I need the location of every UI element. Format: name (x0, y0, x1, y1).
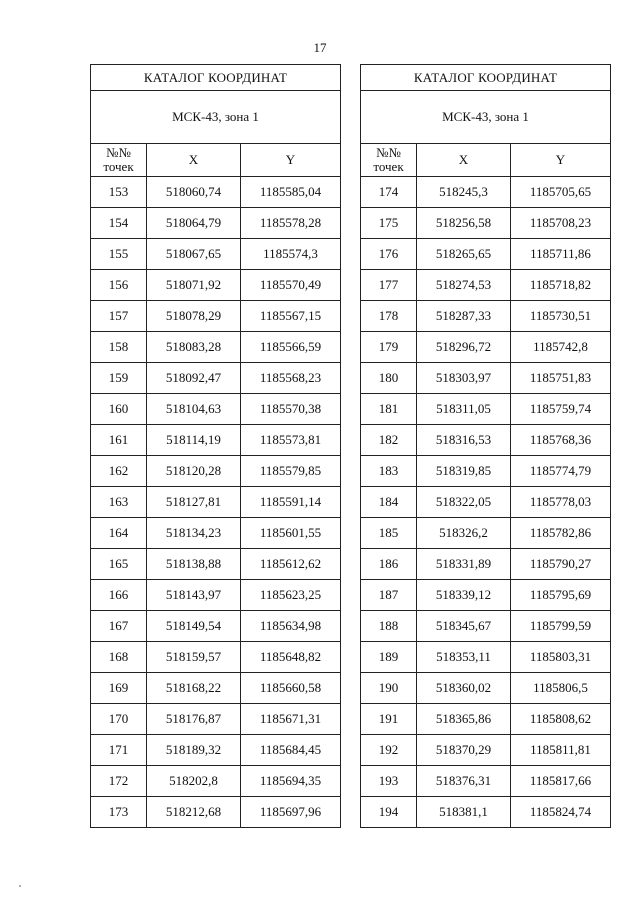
table-row (91, 797, 341, 828)
point-number-cell: 177 (361, 270, 417, 301)
table-row (91, 332, 341, 363)
y-coordinate-cell: 1185795,69 (511, 580, 611, 611)
x-coordinate-cell: 518071,92 (147, 270, 241, 301)
point-number-cell: 175 (361, 208, 417, 239)
x-coordinate-cell: 518060,74 (147, 177, 241, 208)
column-header-y: Y (511, 144, 611, 177)
point-number-cell: 155 (91, 239, 147, 270)
x-coordinate-cell: 518120,28 (147, 456, 241, 487)
y-coordinate-cell: 1185782,86 (511, 518, 611, 549)
y-coordinate-cell: 1185612,62 (241, 549, 341, 580)
point-number-cell: 173 (91, 797, 147, 828)
x-coordinate-cell: 518245,3 (417, 177, 511, 208)
point-number-cell: 184 (361, 487, 417, 518)
y-coordinate-cell: 1185751,83 (511, 363, 611, 394)
table-row (361, 270, 611, 301)
x-coordinate-cell: 518064,79 (147, 208, 241, 239)
table-row (361, 394, 611, 425)
point-number-cell: 153 (91, 177, 147, 208)
coordinate-catalog-table-right (360, 64, 611, 828)
x-coordinate-cell: 518287,33 (417, 301, 511, 332)
x-coordinate-cell: 518322,05 (417, 487, 511, 518)
point-number-cell: 194 (361, 797, 417, 828)
point-number-cell: 193 (361, 766, 417, 797)
catalog-title: КАТАЛОГ КООРДИНАТ (361, 65, 611, 91)
y-coordinate-cell: 1185803,31 (511, 642, 611, 673)
point-number-cell: 171 (91, 735, 147, 766)
table-row (91, 301, 341, 332)
table-row (361, 177, 611, 208)
table-row (361, 735, 611, 766)
x-coordinate-cell: 518370,29 (417, 735, 511, 766)
x-coordinate-cell: 518381,1 (417, 797, 511, 828)
y-coordinate-cell: 1185579,85 (241, 456, 341, 487)
coordinate-system-zone: МСК-43, зона 1 (361, 91, 611, 144)
x-coordinate-cell: 518168,22 (147, 673, 241, 704)
table-row (91, 704, 341, 735)
x-coordinate-cell: 518376,31 (417, 766, 511, 797)
y-coordinate-cell: 1185708,23 (511, 208, 611, 239)
table-row (91, 425, 341, 456)
table-row (91, 518, 341, 549)
table-row (361, 580, 611, 611)
table-row (91, 239, 341, 270)
point-number-cell: 190 (361, 673, 417, 704)
table-row (91, 580, 341, 611)
y-coordinate-cell: 1185778,03 (511, 487, 611, 518)
point-number-cell: 185 (361, 518, 417, 549)
y-coordinate-cell: 1185768,36 (511, 425, 611, 456)
y-coordinate-cell: 1185570,38 (241, 394, 341, 425)
table-row (361, 673, 611, 704)
y-coordinate-cell: 1185601,55 (241, 518, 341, 549)
x-coordinate-cell: 518114,19 (147, 425, 241, 456)
x-coordinate-cell: 518138,88 (147, 549, 241, 580)
table-row (361, 642, 611, 673)
y-coordinate-cell: 1185799,59 (511, 611, 611, 642)
y-coordinate-cell: 1185808,62 (511, 704, 611, 735)
point-number-cell: 188 (361, 611, 417, 642)
y-coordinate-cell: 1185568,23 (241, 363, 341, 394)
y-coordinate-cell: 1185591,14 (241, 487, 341, 518)
x-coordinate-cell: 518326,2 (417, 518, 511, 549)
point-number-cell: 169 (91, 673, 147, 704)
y-coordinate-cell: 1185774,79 (511, 456, 611, 487)
table-row (361, 549, 611, 580)
table-row (91, 208, 341, 239)
table-row (91, 766, 341, 797)
point-number-cell: 172 (91, 766, 147, 797)
point-number-cell: 182 (361, 425, 417, 456)
y-coordinate-cell: 1185566,59 (241, 332, 341, 363)
x-coordinate-cell: 518360,02 (417, 673, 511, 704)
y-coordinate-cell: 1185634,98 (241, 611, 341, 642)
point-number-cell: 174 (361, 177, 417, 208)
y-coordinate-cell: 1185660,58 (241, 673, 341, 704)
y-coordinate-cell: 1185730,51 (511, 301, 611, 332)
point-number-cell: 166 (91, 580, 147, 611)
x-coordinate-cell: 518176,87 (147, 704, 241, 735)
table-row (361, 766, 611, 797)
point-number-cell: 156 (91, 270, 147, 301)
x-coordinate-cell: 518365,86 (417, 704, 511, 735)
x-coordinate-cell: 518316,53 (417, 425, 511, 456)
table-row (361, 239, 611, 270)
point-number-cell: 186 (361, 549, 417, 580)
point-number-cell: 187 (361, 580, 417, 611)
x-coordinate-cell: 518127,81 (147, 487, 241, 518)
point-number-cell: 163 (91, 487, 147, 518)
y-coordinate-cell: 1185811,81 (511, 735, 611, 766)
y-coordinate-cell: 1185824,74 (511, 797, 611, 828)
x-coordinate-cell: 518067,65 (147, 239, 241, 270)
y-coordinate-cell: 1185671,31 (241, 704, 341, 735)
point-number-cell: 160 (91, 394, 147, 425)
column-header-x: X (417, 144, 511, 177)
point-number-cell: 192 (361, 735, 417, 766)
table-row (91, 735, 341, 766)
table-body-left (91, 177, 341, 828)
table-row (361, 611, 611, 642)
table-row (91, 394, 341, 425)
coordinate-catalog-table-left (90, 64, 341, 828)
table-row (91, 642, 341, 673)
point-number-cell: 170 (91, 704, 147, 735)
table-row (361, 487, 611, 518)
y-coordinate-cell: 1185648,82 (241, 642, 341, 673)
column-header-point-number: №№ точек (91, 144, 147, 177)
y-coordinate-cell: 1185623,25 (241, 580, 341, 611)
x-coordinate-cell: 518149,54 (147, 611, 241, 642)
table-row (361, 425, 611, 456)
table-row (91, 177, 341, 208)
catalog-title: КАТАЛОГ КООРДИНАТ (91, 65, 341, 91)
x-coordinate-cell: 518078,29 (147, 301, 241, 332)
point-number-cell: 154 (91, 208, 147, 239)
table-row (91, 456, 341, 487)
table-body-right (361, 177, 611, 828)
point-number-cell: 157 (91, 301, 147, 332)
x-coordinate-cell: 518345,67 (417, 611, 511, 642)
table-row (361, 332, 611, 363)
x-coordinate-cell: 518319,85 (417, 456, 511, 487)
point-number-cell: 159 (91, 363, 147, 394)
point-number-cell: 168 (91, 642, 147, 673)
point-number-cell: 178 (361, 301, 417, 332)
table-row (361, 797, 611, 828)
table-row (91, 549, 341, 580)
y-coordinate-cell: 1185806,5 (511, 673, 611, 704)
x-coordinate-cell: 518303,97 (417, 363, 511, 394)
y-coordinate-cell: 1185573,81 (241, 425, 341, 456)
x-coordinate-cell: 518296,72 (417, 332, 511, 363)
table-row (91, 673, 341, 704)
y-coordinate-cell: 1185694,35 (241, 766, 341, 797)
table-row (361, 208, 611, 239)
coordinate-system-zone: МСК-43, зона 1 (91, 91, 341, 144)
table-row (91, 611, 341, 642)
y-coordinate-cell: 1185578,28 (241, 208, 341, 239)
table-row (361, 704, 611, 735)
point-number-cell: 161 (91, 425, 147, 456)
x-coordinate-cell: 518311,05 (417, 394, 511, 425)
y-coordinate-cell: 1185684,45 (241, 735, 341, 766)
x-coordinate-cell: 518265,65 (417, 239, 511, 270)
scan-speck (19, 885, 21, 887)
y-coordinate-cell: 1185742,8 (511, 332, 611, 363)
column-header-x: X (147, 144, 241, 177)
y-coordinate-cell: 1185574,3 (241, 239, 341, 270)
y-coordinate-cell: 1185585,04 (241, 177, 341, 208)
point-number-cell: 164 (91, 518, 147, 549)
y-coordinate-cell: 1185570,49 (241, 270, 341, 301)
table-row (91, 270, 341, 301)
y-coordinate-cell: 1185759,74 (511, 394, 611, 425)
x-coordinate-cell: 518083,28 (147, 332, 241, 363)
page-number: 17 (313, 40, 327, 55)
x-coordinate-cell: 518353,11 (417, 642, 511, 673)
x-coordinate-cell: 518104,63 (147, 394, 241, 425)
point-number-cell: 165 (91, 549, 147, 580)
x-coordinate-cell: 518092,47 (147, 363, 241, 394)
y-coordinate-cell: 1185711,86 (511, 239, 611, 270)
point-number-cell: 162 (91, 456, 147, 487)
point-number-cell: 158 (91, 332, 147, 363)
column-header-y: Y (241, 144, 341, 177)
point-number-cell: 180 (361, 363, 417, 394)
y-coordinate-cell: 1185817,66 (511, 766, 611, 797)
x-coordinate-cell: 518159,57 (147, 642, 241, 673)
x-coordinate-cell: 518274,53 (417, 270, 511, 301)
table-row (91, 487, 341, 518)
point-number-cell: 189 (361, 642, 417, 673)
table-row (91, 363, 341, 394)
table-row (361, 301, 611, 332)
point-number-cell: 181 (361, 394, 417, 425)
y-coordinate-cell: 1185790,27 (511, 549, 611, 580)
point-number-cell: 167 (91, 611, 147, 642)
y-coordinate-cell: 1185718,82 (511, 270, 611, 301)
point-number-cell: 183 (361, 456, 417, 487)
x-coordinate-cell: 518134,23 (147, 518, 241, 549)
x-coordinate-cell: 518331,89 (417, 549, 511, 580)
x-coordinate-cell: 518256,58 (417, 208, 511, 239)
point-number-cell: 179 (361, 332, 417, 363)
point-number-cell: 191 (361, 704, 417, 735)
table-row (361, 518, 611, 549)
table-row (361, 456, 611, 487)
x-coordinate-cell: 518189,32 (147, 735, 241, 766)
point-number-cell: 176 (361, 239, 417, 270)
x-coordinate-cell: 518143,97 (147, 580, 241, 611)
column-header-point-number: №№ точек (361, 144, 417, 177)
x-coordinate-cell: 518202,8 (147, 766, 241, 797)
y-coordinate-cell: 1185705,65 (511, 177, 611, 208)
x-coordinate-cell: 518212,68 (147, 797, 241, 828)
y-coordinate-cell: 1185697,96 (241, 797, 341, 828)
y-coordinate-cell: 1185567,15 (241, 301, 341, 332)
x-coordinate-cell: 518339,12 (417, 580, 511, 611)
table-row (361, 363, 611, 394)
